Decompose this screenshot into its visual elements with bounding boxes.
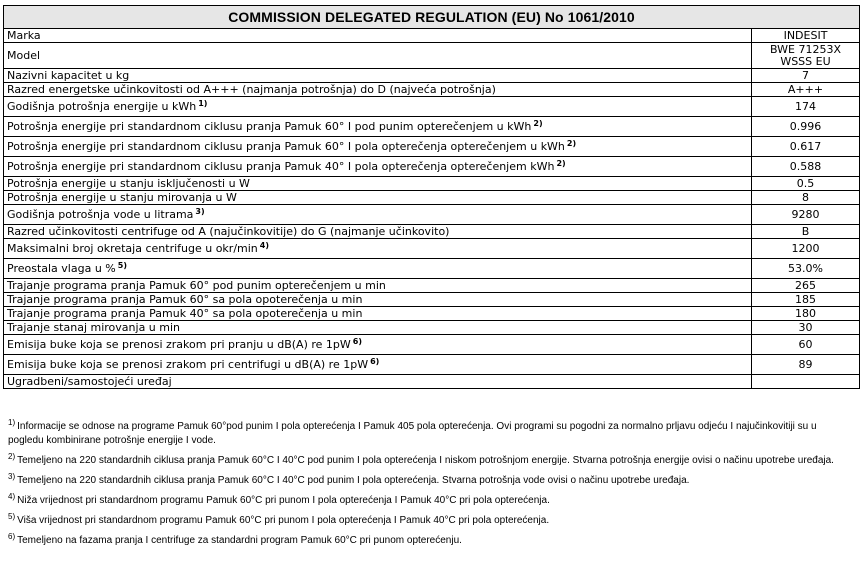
row-label-text: Trajanje programa pranja Pamuk 60° pod punim opterečenjem u min bbox=[7, 279, 386, 292]
footnote-number: 5) bbox=[8, 512, 16, 521]
table-row bbox=[4, 279, 860, 293]
footnote-marker: 6) bbox=[352, 337, 363, 346]
row-label-text: Potrošnja energije u stanju mirovanja u W bbox=[7, 191, 237, 204]
footnote-marker: 2) bbox=[566, 139, 577, 148]
footnote-number: 1) bbox=[8, 418, 16, 427]
footnote-marker: 6) bbox=[370, 357, 380, 366]
row-value: 185 bbox=[752, 293, 860, 307]
row-label bbox=[4, 279, 752, 293]
row-label-text: Marka bbox=[7, 29, 41, 42]
table-title: COMMISSION DELEGATED REGULATION (EU) No 1061/2010 bbox=[4, 6, 860, 29]
table-row bbox=[4, 307, 860, 321]
footnote-number: 4) bbox=[8, 492, 16, 501]
row-value: 7 bbox=[752, 69, 860, 83]
row-label bbox=[4, 191, 752, 205]
row-value: A+++ bbox=[752, 83, 860, 97]
row-label bbox=[4, 205, 752, 225]
table-row bbox=[4, 69, 860, 83]
row-label-text: Godišnja potrošnja vode u litrama bbox=[7, 208, 194, 221]
table-row bbox=[4, 117, 860, 137]
footnote-text: Informacije se odnose na programe Pamuk 60°pod punim I pola opterećenja I Pamuk 405 pola opterećenja. Ovi programi su pogodni za normalno prljavu odjeću I najučinkovitiji su u pogledu kombinirane potrošnje energije I vode. bbox=[8, 421, 817, 446]
footnote-number: 6) bbox=[8, 532, 16, 541]
row-value: 265 bbox=[752, 279, 860, 293]
row-label-text: Trajanje programa pranja Pamuk 40° sa pola opoterečenja u min bbox=[7, 307, 363, 320]
table-row bbox=[4, 205, 860, 225]
footnote-text: Viša vrijednost pri standardnom programu Pamuk 60°C pri punom I pola opterećenja I Pamuk 40°C pri pola opterećenja. bbox=[17, 515, 550, 526]
row-label bbox=[4, 355, 752, 375]
row-label bbox=[4, 259, 752, 279]
footnote-marker: 2) bbox=[533, 119, 543, 128]
footnote-text: Niža vrijednost pri standardnom programu Pamuk 60°C pri punom I pola opterećenja I Pamuk 40°C pri pola opterećenja. bbox=[17, 495, 550, 506]
table-row bbox=[4, 83, 860, 97]
row-label bbox=[4, 117, 752, 137]
row-value: 30 bbox=[752, 321, 860, 335]
row-value: 53.0% bbox=[752, 259, 860, 279]
row-label bbox=[4, 69, 752, 83]
row-label-text: Emisija buke koja se prenosi zrakom pri pranju u dB(A) re 1pW bbox=[7, 338, 351, 351]
footnote-text: Temeljeno na fazama pranja I centrifuge za standardni program Pamuk 60°C pri punom opterećenju. bbox=[17, 535, 462, 546]
row-label-text: Razred učinkovitosti centrifuge od A (najučinkovitije) do G (najmanje učinkovito) bbox=[7, 225, 450, 238]
table-row bbox=[4, 335, 860, 355]
row-label-text: Maksimalni broj okretaja centrifuge u okr/min bbox=[7, 242, 258, 255]
row-label bbox=[4, 307, 752, 321]
row-value: INDESIT bbox=[752, 29, 860, 43]
row-label bbox=[4, 83, 752, 97]
footnote bbox=[8, 420, 854, 448]
row-label-text: Nazivni kapacitet u kg bbox=[7, 69, 130, 82]
row-label-text: Potrošnja energije pri standardnom ciklusu pranja Pamuk 60° I pod punim opterečenjem u kWh bbox=[7, 120, 532, 133]
row-value: 0.588 bbox=[752, 157, 860, 177]
row-value: 9280 bbox=[752, 205, 860, 225]
table-row bbox=[4, 137, 860, 157]
footnote bbox=[8, 494, 854, 508]
table-row bbox=[4, 43, 860, 69]
row-label bbox=[4, 29, 752, 43]
row-value: 0.617 bbox=[752, 137, 860, 157]
table-row bbox=[4, 191, 860, 205]
table-row bbox=[4, 97, 860, 117]
row-value: 0.5 bbox=[752, 177, 860, 191]
row-value: 89 bbox=[752, 355, 860, 375]
row-label bbox=[4, 43, 752, 69]
row-value: BWE 71253X WSSS EU bbox=[752, 43, 860, 69]
table-row bbox=[4, 225, 860, 239]
footnote bbox=[8, 454, 854, 468]
row-label bbox=[4, 335, 752, 355]
footnote-marker: 2) bbox=[556, 159, 566, 168]
footnote bbox=[8, 474, 854, 488]
row-value: B bbox=[752, 225, 860, 239]
row-label bbox=[4, 225, 752, 239]
row-label bbox=[4, 321, 752, 335]
row-label-text: Potrošnja energije pri standardnom ciklusu pranja Pamuk 40° I pola opterečenja opterečenjem kWh bbox=[7, 160, 555, 173]
row-value bbox=[752, 375, 860, 389]
row-label bbox=[4, 293, 752, 307]
row-value: 8 bbox=[752, 191, 860, 205]
row-label bbox=[4, 97, 752, 117]
footnote bbox=[8, 514, 854, 528]
footnote-marker: 1) bbox=[198, 99, 208, 108]
footnote-number: 3) bbox=[8, 472, 16, 481]
row-value: 60 bbox=[752, 335, 860, 355]
row-label-text: Model bbox=[7, 49, 41, 62]
regulation-table bbox=[3, 5, 860, 389]
row-label bbox=[4, 157, 752, 177]
table-row bbox=[4, 355, 860, 375]
footnote bbox=[8, 534, 854, 548]
row-label-text: Ugradbeni/samostojeći uređaj bbox=[7, 375, 172, 388]
table-row bbox=[4, 259, 860, 279]
footnote-marker: 4) bbox=[259, 241, 270, 250]
footnote-text: Temeljeno na 220 standardnih ciklusa pranja Pamuk 60°C I 40°C pod punim I pola opterećenja. Stvarna potrošnja vode ovisi o načinu upotrebe uređaja. bbox=[17, 475, 690, 486]
row-label-text: Trajanje stanaj mirovanja u min bbox=[7, 321, 181, 334]
table-row bbox=[4, 293, 860, 307]
table-row bbox=[4, 157, 860, 177]
table-row bbox=[4, 321, 860, 335]
row-value: 180 bbox=[752, 307, 860, 321]
footnote-marker: 3) bbox=[195, 207, 205, 216]
footnotes bbox=[8, 420, 854, 554]
row-value: 174 bbox=[752, 97, 860, 117]
footnote-marker: 5) bbox=[117, 261, 127, 270]
row-label-text: Potrošnja energije pri standardnom ciklusu pranja Pamuk 60° I pola opterečenja opterečenjem u kWh bbox=[7, 140, 565, 153]
row-label-text: Preostala vlaga u % bbox=[7, 262, 116, 275]
row-label-text: Trajanje programa pranja Pamuk 60° sa pola opoterečenja u min bbox=[7, 293, 363, 306]
row-label bbox=[4, 137, 752, 157]
row-label bbox=[4, 177, 752, 191]
row-value: 1200 bbox=[752, 239, 860, 259]
row-label bbox=[4, 375, 752, 389]
row-label bbox=[4, 239, 752, 259]
row-value: 0.996 bbox=[752, 117, 860, 137]
table-row bbox=[4, 375, 860, 389]
footnote-text: Temeljeno na 220 standardnih ciklusa pranja Pamuk 60°C I 40°C pod punim I pola opterećenja I niskom potrošnjom energije. Stvarna potrošnja energije ovisi o načinu upotrebe uređaja. bbox=[17, 455, 834, 466]
row-label-text: Godišnja potrošnja energije u kWh bbox=[7, 100, 197, 113]
table-row bbox=[4, 177, 860, 191]
table-row bbox=[4, 29, 860, 43]
row-label-text: Razred energetske učinkovitosti od A+++ (najmanja potrošnja) do D (najveća potrošnja) bbox=[7, 83, 496, 96]
row-label-text: Emisija buke koja se prenosi zrakom pri centrifugi u dB(A) re 1pW bbox=[7, 358, 369, 371]
footnote-number: 2) bbox=[8, 452, 16, 461]
table-row bbox=[4, 239, 860, 259]
row-label-text: Potrošnja energije u stanju isključenosti u W bbox=[7, 177, 250, 190]
